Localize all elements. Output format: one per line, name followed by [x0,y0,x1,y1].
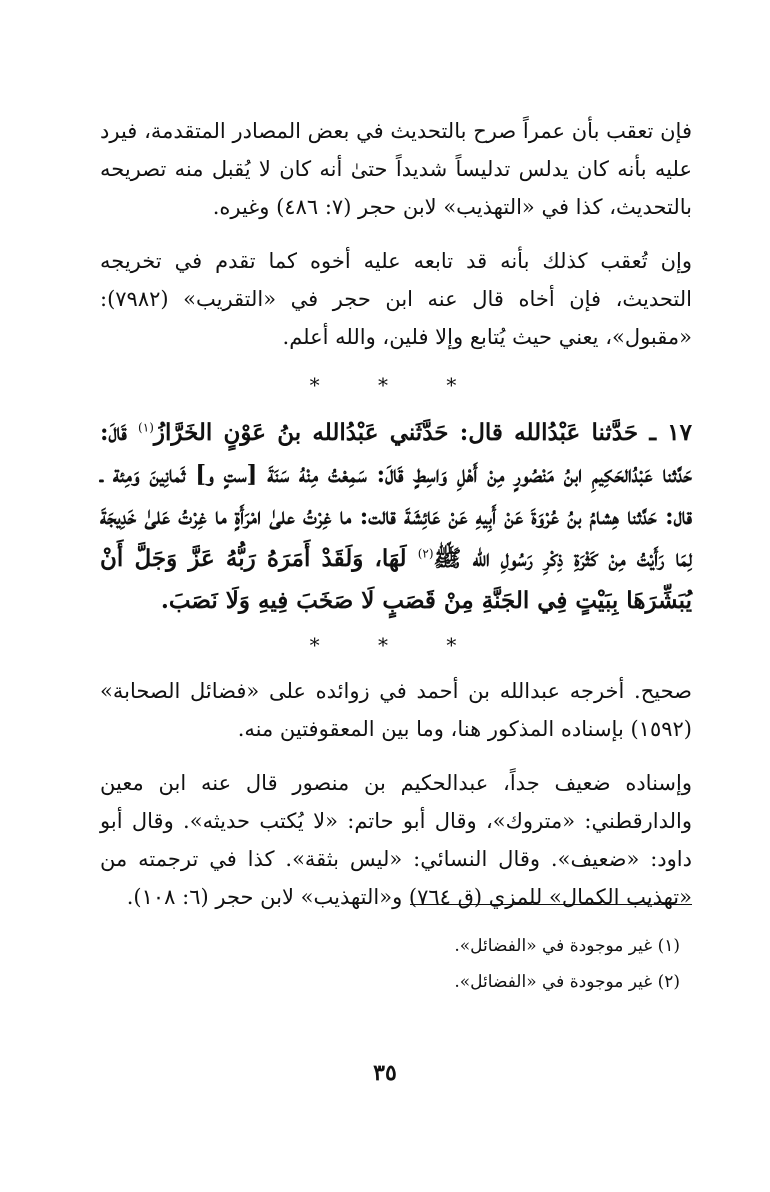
hadith-text [100,412,692,622]
footnote-2: (٢) غير موجودة في «الفضائل». [454,972,680,992]
hadith-part-1: ١٧ ـ حَدَّثنا عَبْدُالله قال: حَدَّثَني عَبْدُالله بنُ عَوْنٍ الخَرَّازُ [153,419,692,446]
page-number: ٣٥ [373,1060,397,1086]
footnotes [120,928,680,1000]
paragraph-4: وإسناده ضعيف جداً، عبدالحكيم بن منصور قال عنه ابن معين والدارقطني: «متروك»، وقال أبو حاتم: «لا يُكتب حديثه». وقال أبو داود: «ضعيف». وقال النسائي: «ليس بثقة». كذا في ترجمته من «تهذيب الكمال» للمزي (ق ٧٦٤) و«التهذيب» لابن حجر (٦: ١٠٨). [100,771,692,909]
footnote-1: (١) غير موجودة في «الفضائل». [454,936,680,956]
hadith-part-2: قَالَ: حَدَّثنا عَبْدُالحَكِيمِ ابنُ مَنْصُورٍ مِنْ أَهْلِ وَاسِطٍ قَالَ: سَمِعْتُ مِنْهُ سَنَةَ [ستٍ و] ثَمانِينَ وَمِئة ـ قال: حَدَّثنا هِشامُ بنُ عُرْوَةَ عَنْ أَبِيهِ عَنْ عَائِشَةَ قالت: ما غِرْتُ علىٰ امْرَأَةٍ ما غِرْتُ عَلىٰ خَدِيجَةَ لِمَا رَأَيْتُ مِنْ كَثْرَةِ ذِكْرِ رَسُولِ الله ﷺ [100,419,692,572]
separator-asterisks-2: * * * [309,633,483,657]
hadith-part-3: لَهَا، وَلَقَدْ أَمَرَهُ رَبُّهُ عَزَّ وَجَلَّ أَنْ يُبَشِّرَهَا بِبَيْتٍ فِي الجَنَّةِ مِنْ قَصَبٍ لَا صَخَبَ فِيهِ وَلَا نَصَبَ. [100,545,692,614]
paragraph-3: صحيح. أخرجه عبدالله بن أحمد في زوائده على «فضائل الصحابة» (١٥٩٢) بإسناده المذكور هنا، وما بين المعقوفتين منه. [100,679,692,741]
footnote-ref-1: (١) [138,420,154,435]
paragraph-1: فإن تعقب بأن عمراً صرح بالتحديث في بعض المصادر المتقدمة، فيرد عليه بأنه كان يدلس تدليساً شديداً حتىٰ أنه كان لا يُقبل منه تصريحه بالتحديث، كذا في «التهذيب» لابن حجر (٧: ٤٨٦) وغيره. [100,119,692,219]
separator-asterisks-1: * * * [309,373,483,397]
footnote-ref-2: (٢) [417,546,434,561]
paragraph-2: وإن تُعقب كذلك بأنه قد تابعه عليه أخوه كما تقدم في تخريجه التحديث، فإن أخاه قال عنه ابن حجر في «التقريب» (٧٩٨٢): «مقبول»، يعني حيث يُتابع وإلا فلين، والله أعلم. [100,249,692,349]
footnote-divider [410,904,692,905]
page-body [100,112,692,932]
